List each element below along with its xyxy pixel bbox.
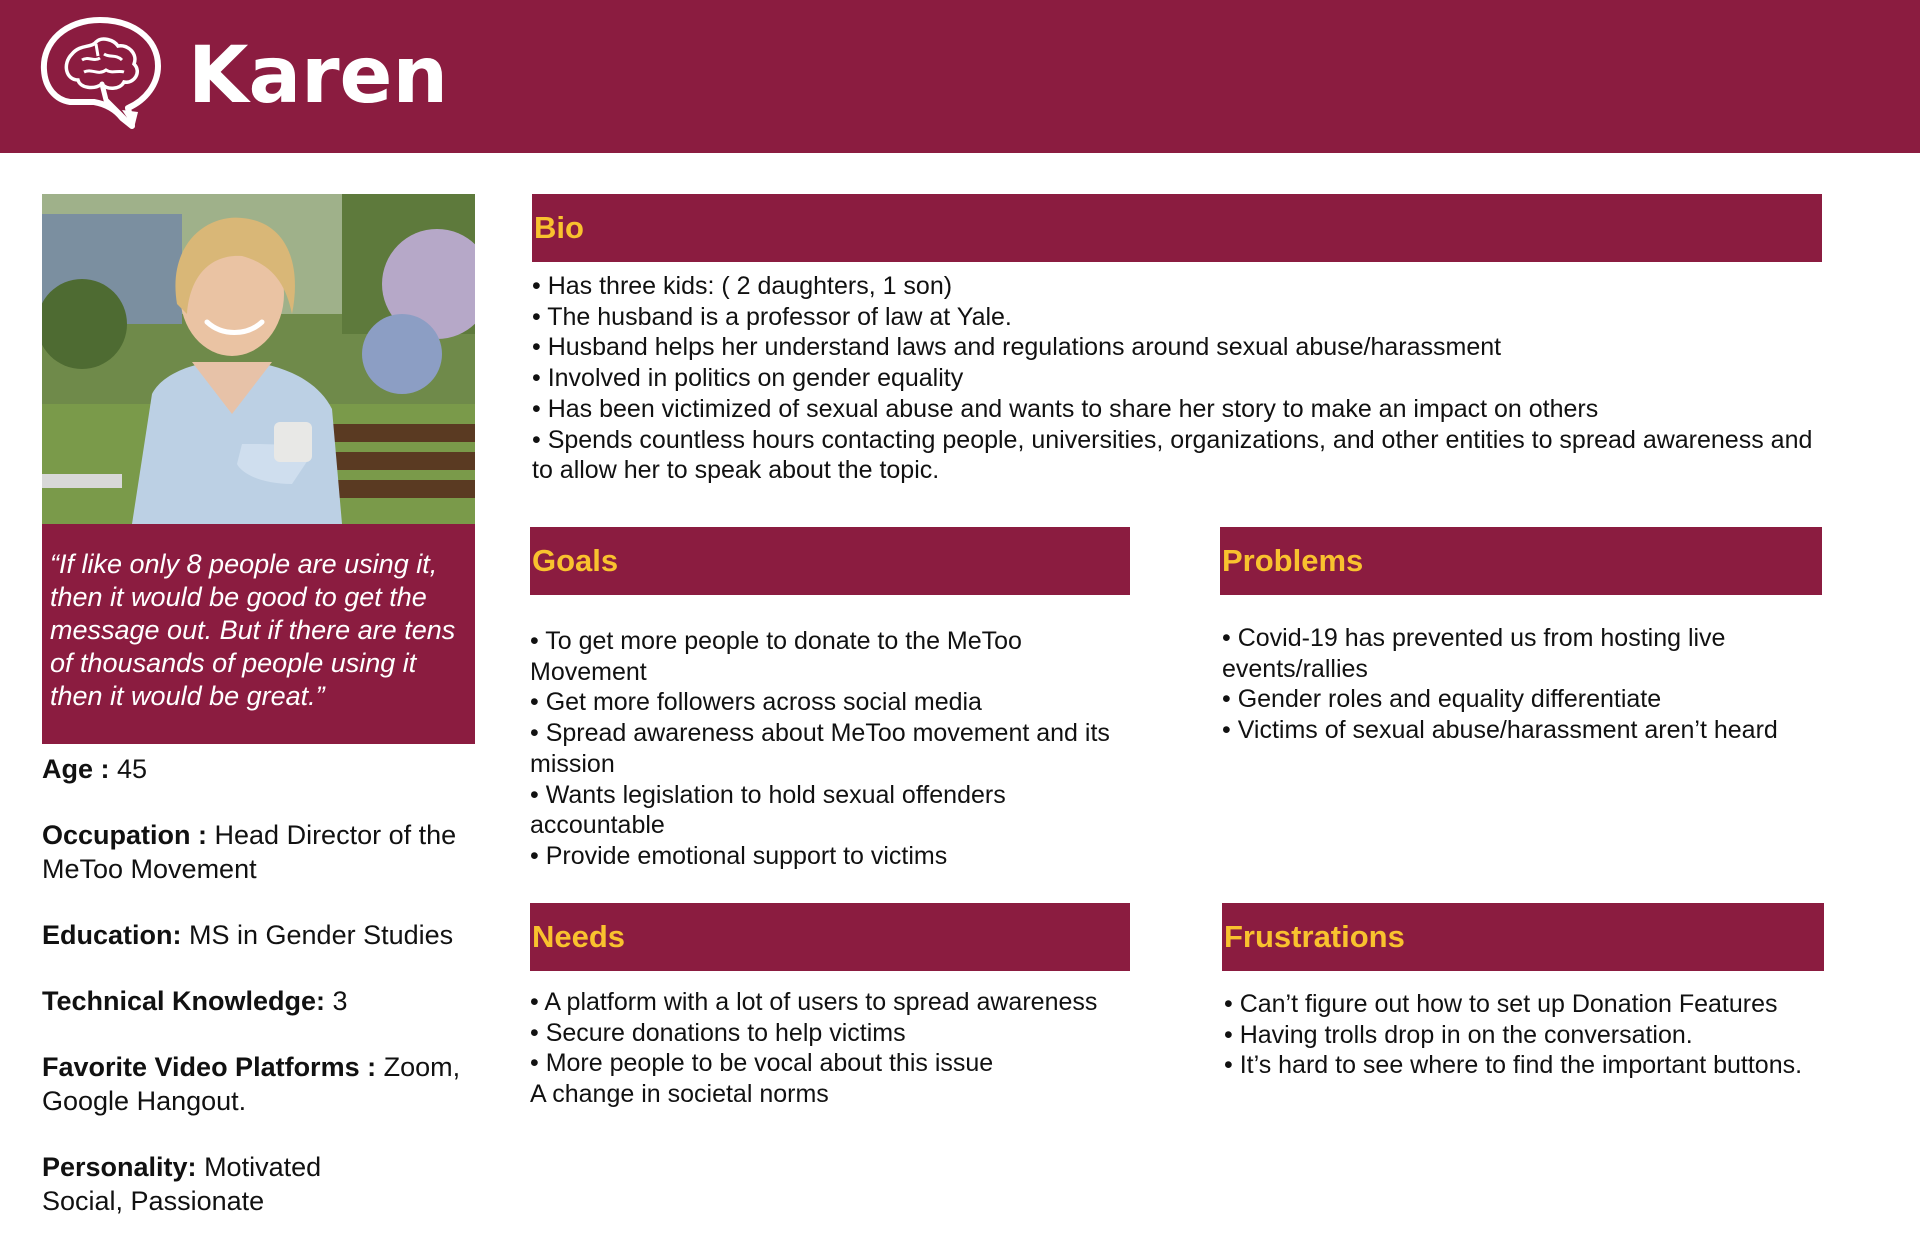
list-item: • Having trolls drop in on the conversation. (1224, 1020, 1693, 1049)
persona-photo (42, 194, 475, 524)
list-item: • Victims of sexual abuse/harassment aren’t heard (1222, 716, 1778, 745)
fact-value: MS in Gender Studies (181, 920, 454, 950)
list-item: • Spread awareness about MeToo movement and its mission (530, 719, 1110, 778)
bio-header (532, 194, 1822, 262)
fact-value: 45 (109, 754, 148, 784)
bio-list (532, 271, 1832, 486)
fact-value: Head Director of the MeToo Movement (42, 820, 457, 884)
frustrations-title: Frustrations (1224, 919, 1405, 954)
quote-card (42, 524, 475, 744)
needs-header (530, 903, 1130, 971)
persona-quote: “If like only 8 people are using it, then it would be good to get the message out. But if there are tens of thousands of people using it then it would be great.” (50, 549, 456, 711)
bio-title: Bio (534, 210, 584, 245)
list-item: A change in societal norms (530, 1080, 829, 1109)
fact-value: Motivated Social, Passionate (42, 1152, 322, 1216)
list-item: • Covid-19 has prevented us from hosting live events/rallies (1222, 624, 1726, 683)
fact-label: Age : (42, 754, 110, 784)
list-item: • It’s hard to see where to find the important buttons. (1224, 1051, 1803, 1080)
goals-header (530, 527, 1130, 595)
fact-age (42, 752, 482, 786)
fact-technical-knowledge (42, 984, 482, 1018)
frustrations-list (1224, 989, 1824, 1081)
list-item: • Spends countless hours contacting people, universities, organizations, and other entities to spread awareness and to allow her to speak about the topic. (532, 425, 1813, 485)
needs-list (530, 987, 1130, 1110)
fact-education (42, 918, 482, 952)
list-item: • Has been victimized of sexual abuse and wants to share her story to make an impact on others (532, 394, 1599, 423)
problems-header (1220, 527, 1822, 595)
problems-list (1222, 623, 1822, 746)
list-item: • A platform with a lot of users to spread awareness (530, 988, 1098, 1016)
list-item: • Get more followers across social media (530, 688, 982, 717)
brain-icon (36, 14, 164, 132)
fact-label: Occupation : (42, 820, 208, 850)
persona-name: Karen (188, 31, 448, 121)
fact-personality (42, 1150, 342, 1218)
frustrations-header (1222, 903, 1824, 971)
problems-title: Problems (1222, 543, 1364, 578)
fact-video-platforms (42, 1050, 482, 1118)
list-item: • Has three kids: ( 2 daughters, 1 son) (532, 272, 953, 300)
fact-label: Technical Knowledge: (42, 986, 326, 1016)
needs-title: Needs (532, 919, 626, 954)
list-item: • Involved in politics on gender equality (532, 364, 964, 393)
fact-value: Zoom, Google Hangout. (42, 1052, 461, 1116)
list-item: • To get more people to donate to the MeToo Movement (530, 627, 1022, 686)
list-item: • Gender roles and equality differentiate (1222, 685, 1662, 714)
header-banner (0, 0, 1920, 153)
list-item: • Husband helps her understand laws and regulations around sexual abuse/harassment (532, 333, 1502, 362)
list-item: • The husband is a professor of law at Yale. (532, 302, 1012, 331)
list-item: • Can’t figure out how to set up Donation Features (1224, 990, 1778, 1018)
fact-value: 3 (325, 986, 348, 1016)
fact-label: Personality: (42, 1152, 197, 1182)
goals-title: Goals (532, 543, 619, 578)
goals-list (530, 626, 1140, 872)
list-item: • More people to be vocal about this issue (530, 1049, 994, 1078)
fact-label: Education: (42, 920, 182, 950)
list-item: • Provide emotional support to victims (530, 841, 948, 870)
list-item: • Wants legislation to hold sexual offenders accountable (530, 780, 1006, 840)
fact-occupation (42, 818, 482, 886)
list-item: • Secure donations to help victims (530, 1018, 906, 1047)
fact-label: Favorite Video Platforms : (42, 1052, 377, 1082)
